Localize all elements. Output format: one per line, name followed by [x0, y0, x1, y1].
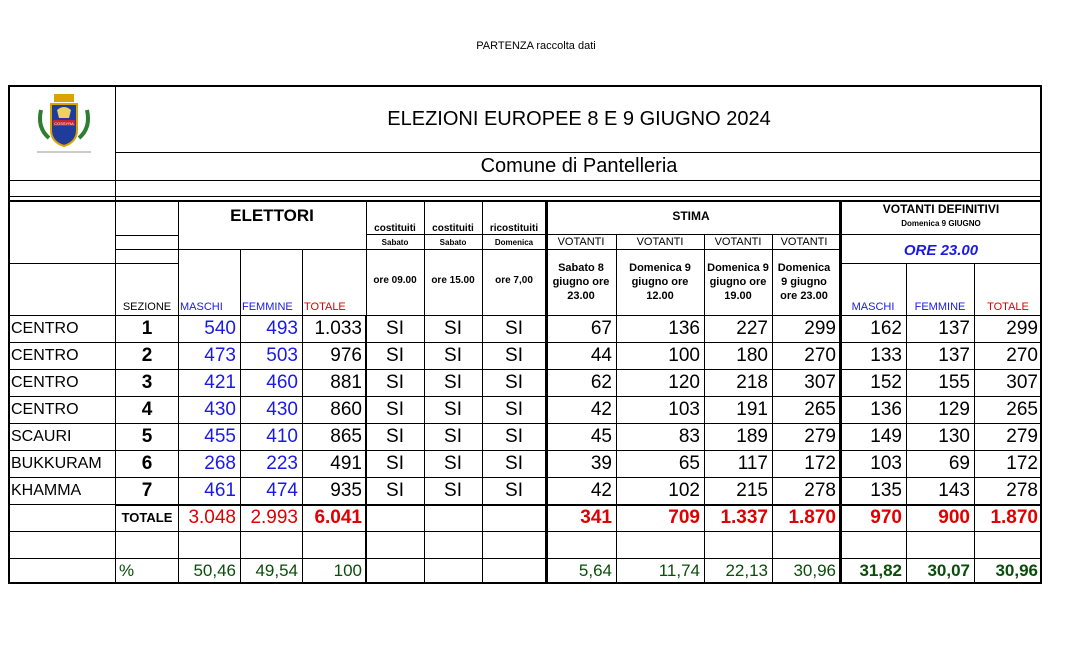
costituiti-sabato-0900: SI [386, 479, 404, 501]
stima-sabato-2300: 67 [590, 317, 612, 339]
ore-2300-label: ORE 23.00 [903, 241, 979, 259]
totale-femmine: 2.993 [250, 506, 298, 528]
ricostituiti-header: ricostituiti [489, 222, 539, 234]
percent-stima-4: 30,96 [793, 561, 836, 580]
votanti-maschi-value: 162 [870, 317, 902, 339]
row-rule [8, 423, 1042, 424]
costituiti-header: costituiti [432, 222, 474, 234]
totale-value: 935 [330, 479, 362, 501]
table-border-left [8, 85, 10, 584]
votanti-maschi-column-header: MASCHI [851, 301, 895, 313]
costituiti-sabato-0900: SI [386, 317, 404, 339]
costituiti-sabato-0900: SI [386, 371, 404, 393]
votanti-totale-value: 279 [1006, 425, 1038, 447]
votanti-femmine-value: 137 [938, 317, 970, 339]
rule [116, 152, 1042, 153]
ricostituiti-domenica: SI [505, 371, 523, 393]
sezione-column-header: SEZIONE [122, 301, 172, 313]
votanti-label: VOTANTI [557, 236, 605, 248]
logo-divider [115, 85, 116, 584]
section-number: 1 [141, 317, 153, 339]
stima-header: STIMA [672, 208, 710, 223]
ricostituiti-domenica: SI [505, 452, 523, 474]
percent-votanti-femmine: 30,07 [927, 561, 970, 580]
percent-femmine: 49,54 [255, 561, 298, 580]
totale-value: 1.033 [314, 317, 362, 339]
totale-row-label: TOTALE [121, 510, 173, 525]
votanti-totale-value: 270 [1006, 344, 1038, 366]
costituiti-sabato-0900: SI [386, 425, 404, 447]
rule [840, 263, 1042, 264]
votanti-maschi-value: 135 [870, 479, 902, 501]
totale-votanti-femmine: 900 [938, 506, 970, 528]
stima-domenica-1900: 227 [736, 317, 768, 339]
totale-elettori: 6.041 [314, 506, 362, 528]
totale-value: 865 [330, 425, 362, 447]
svg-text:COSSYRA: COSSYRA [54, 121, 74, 126]
rule [116, 235, 178, 236]
results-sheet [8, 85, 1042, 584]
col-rule [240, 249, 241, 584]
stima-domenica-1900: 117 [737, 452, 768, 474]
votanti-maschi-value: 133 [870, 344, 902, 366]
totale-stima-4: 1.870 [788, 506, 836, 528]
elettori-header: ELETTORI [230, 206, 314, 225]
rule-thick [8, 200, 1042, 202]
femmine-value: 474 [266, 479, 298, 501]
stima-domenica-1200: 102 [668, 479, 700, 501]
section-name: KHAMMA [11, 481, 82, 499]
stima-domenica-1200: 100 [668, 344, 700, 366]
votanti-label: VOTANTI [780, 236, 828, 248]
votanti-divider-thick [839, 201, 842, 584]
row-rule [8, 558, 1042, 559]
femmine-value: 460 [266, 371, 298, 393]
percent-stima-2: 11,74 [658, 561, 700, 580]
costituiti-sabato-1500: SI [444, 452, 462, 474]
elettori-divider [365, 315, 367, 584]
percent-votanti-totale: 30,96 [995, 561, 1038, 580]
ore-700-label: ore 7,00 [495, 274, 533, 286]
maschi-value: 473 [204, 344, 236, 366]
col-rule [482, 202, 483, 584]
stima-domenica-1200: 83 [678, 425, 700, 447]
rule [8, 180, 1042, 181]
section-name: CENTRO [11, 400, 79, 418]
costituiti-sabato-1500: SI [444, 317, 462, 339]
totale-value: 881 [330, 371, 362, 393]
row-rule [8, 450, 1042, 451]
totale-value: 860 [330, 398, 362, 420]
femmine-value: 410 [266, 425, 298, 447]
votanti-maschi-value: 103 [870, 452, 902, 474]
ricostituiti-domenica: SI [505, 398, 523, 420]
votanti-maschi-value: 136 [870, 398, 902, 420]
totale-value: 491 [330, 452, 362, 474]
stima-sabato-2300: 42 [590, 479, 612, 501]
votanti-maschi-value: 149 [870, 425, 902, 447]
femmine-value: 430 [266, 398, 298, 420]
domenica-9-giugno-label: Domenica 9 GIUGNO [901, 218, 981, 228]
votanti-femmine-value: 137 [938, 344, 970, 366]
stima-domenica-1200: 103 [668, 398, 700, 420]
col-rule [974, 263, 975, 584]
stima-domenica-1900: 191 [736, 398, 768, 420]
stima-sabato-2300: 45 [590, 425, 612, 447]
costituiti-sabato-1500: SI [444, 371, 462, 393]
stima-domenica-2300: 265 [804, 398, 836, 420]
maschi-column-header: MASCHI [180, 301, 223, 313]
stima-sabato-2300: 39 [590, 452, 612, 474]
col-rule [616, 234, 617, 584]
totale-maschi: 3.048 [188, 506, 236, 528]
stima-domenica-2300: 270 [804, 344, 836, 366]
stima-time-3: Domenica 9 giugno ore 19.00 [707, 262, 769, 302]
row-rule [8, 531, 1042, 532]
row-rule [8, 477, 1042, 478]
percent-votanti-maschi: 31,82 [859, 561, 902, 580]
stima-time-1: Sabato 8 giugno ore 23.00 [552, 262, 610, 302]
percent-totale: 100 [333, 561, 362, 580]
table-border-right [1040, 85, 1042, 584]
costituiti-sabato-0900: SI [386, 398, 404, 420]
femmine-value: 503 [266, 344, 298, 366]
ricostituiti-domenica: SI [505, 344, 523, 366]
col-rule [704, 234, 705, 584]
section-name: CENTRO [11, 319, 79, 337]
stima-domenica-1900: 180 [736, 344, 768, 366]
votanti-femmine-value: 129 [938, 398, 970, 420]
femmine-value: 493 [266, 317, 298, 339]
percent-maschi: 50,46 [193, 561, 236, 580]
document-subtitle: Comune di Pantelleria [480, 154, 678, 177]
totale-votanti-totale: 1.870 [990, 506, 1038, 528]
stima-sabato-2300: 44 [590, 344, 612, 366]
maschi-value: 455 [204, 425, 236, 447]
totale-stima-3: 1.337 [720, 506, 768, 528]
percent-row-label: % [119, 561, 135, 580]
votanti-femmine-value: 130 [938, 425, 970, 447]
sabato-label: Sabato [439, 238, 467, 247]
rule [366, 234, 546, 235]
votanti-totale-column-header: TOTALE [987, 301, 1029, 313]
costituiti-header: costituiti [374, 222, 416, 234]
votanti-label: VOTANTI [636, 236, 684, 248]
totale-column-header: TOTALE [304, 301, 346, 313]
rule [8, 315, 1042, 316]
votanti-label: VOTANTI [714, 236, 762, 248]
col-rule [906, 263, 907, 584]
costituiti-sabato-1500: SI [444, 425, 462, 447]
ricostituiti-domenica: SI [505, 425, 523, 447]
ore-0900-label: ore 09.00 [373, 274, 417, 286]
section-number: 4 [141, 398, 153, 420]
section-name: BUKKURAM [11, 454, 102, 472]
stima-sabato-2300: 42 [590, 398, 612, 420]
stima-domenica-2300: 279 [804, 425, 836, 447]
stima-domenica-1200: 65 [678, 452, 700, 474]
costituiti-sabato-0900: SI [386, 452, 404, 474]
section-name: CENTRO [11, 346, 79, 364]
col-rule [302, 249, 303, 584]
domenica-label: Domenica [494, 238, 534, 247]
costituiti-sabato-0900: SI [386, 344, 404, 366]
votanti-definitivi-header: VOTANTI DEFINITIVI [882, 201, 1000, 216]
section-number: 3 [141, 371, 153, 393]
totale-votanti-maschi: 970 [870, 506, 902, 528]
stima-domenica-2300: 172 [804, 452, 836, 474]
section-number: 5 [141, 425, 153, 447]
percent-stima-3: 22,13 [725, 561, 768, 580]
votanti-femmine-column-header: FEMMINE [914, 301, 966, 313]
table-border-top [8, 85, 1042, 87]
costituiti-sabato-1500: SI [444, 398, 462, 420]
maschi-value: 268 [204, 452, 236, 474]
stima-domenica-1900: 215 [736, 479, 768, 501]
page-header: PARTENZA raccolta dati [476, 40, 596, 52]
section-name: SCAURI [11, 427, 72, 445]
stima-divider-thick [545, 201, 548, 584]
percent-stima-1: 5,64 [578, 561, 612, 580]
costituiti-sabato-1500: SI [444, 479, 462, 501]
section-number: 6 [141, 452, 153, 474]
votanti-femmine-value: 155 [938, 371, 970, 393]
row-rule [8, 369, 1042, 370]
rule [546, 249, 840, 250]
stima-domenica-1900: 218 [736, 371, 768, 393]
maschi-value: 461 [204, 479, 236, 501]
totale-stima-1: 341 [580, 506, 612, 528]
ore-1500-label: ore 15.00 [431, 274, 475, 286]
stima-domenica-1900: 189 [736, 425, 768, 447]
row-rule [8, 342, 1042, 343]
col-rule [178, 202, 179, 584]
section-name: CENTRO [11, 373, 79, 391]
femmine-column-header: FEMMINE [242, 301, 293, 313]
section-number: 2 [141, 344, 153, 366]
votanti-totale-value: 299 [1006, 317, 1038, 339]
votanti-totale-value: 307 [1006, 371, 1038, 393]
col-rule [424, 202, 425, 584]
sabato-label: Sabato [381, 238, 409, 247]
totale-stima-2: 709 [668, 506, 700, 528]
votanti-totale-value: 278 [1006, 479, 1038, 501]
stima-domenica-1200: 120 [668, 371, 700, 393]
stima-domenica-2300: 278 [804, 479, 836, 501]
ricostituiti-domenica: SI [505, 479, 523, 501]
stima-domenica-2300: 299 [804, 317, 836, 339]
stima-time-2: Domenica 9 giugno ore 12.00 [629, 262, 691, 302]
document-title: ELEZIONI EUROPEE 8 E 9 GIUGNO 2024 [387, 107, 771, 130]
votanti-totale-value: 265 [1006, 398, 1038, 420]
maschi-value: 540 [204, 317, 236, 339]
table-border-bottom [8, 582, 1042, 584]
rule [8, 196, 1042, 197]
votanti-femmine-value: 69 [948, 452, 970, 474]
ricostituiti-domenica: SI [505, 317, 523, 339]
rule [8, 263, 178, 264]
rule [840, 234, 1042, 235]
maschi-value: 430 [204, 398, 236, 420]
coat-of-arms-icon [26, 89, 102, 159]
stima-domenica-1200: 136 [668, 317, 700, 339]
votanti-totale-value: 172 [1006, 452, 1038, 474]
votanti-femmine-value: 143 [938, 479, 970, 501]
totale-value: 976 [330, 344, 362, 366]
row-rule [8, 396, 1042, 397]
totale-rule-thick [116, 504, 1042, 506]
rule [546, 234, 840, 235]
maschi-value: 421 [204, 371, 236, 393]
stima-domenica-2300: 307 [804, 371, 836, 393]
femmine-value: 223 [266, 452, 298, 474]
col-rule [772, 234, 773, 584]
votanti-maschi-value: 152 [870, 371, 902, 393]
section-number: 7 [141, 479, 153, 501]
stima-sabato-2300: 62 [590, 371, 612, 393]
stima-time-4: Domenica 9 giugno ore 23.00 [777, 262, 831, 302]
costituiti-sabato-1500: SI [444, 344, 462, 366]
